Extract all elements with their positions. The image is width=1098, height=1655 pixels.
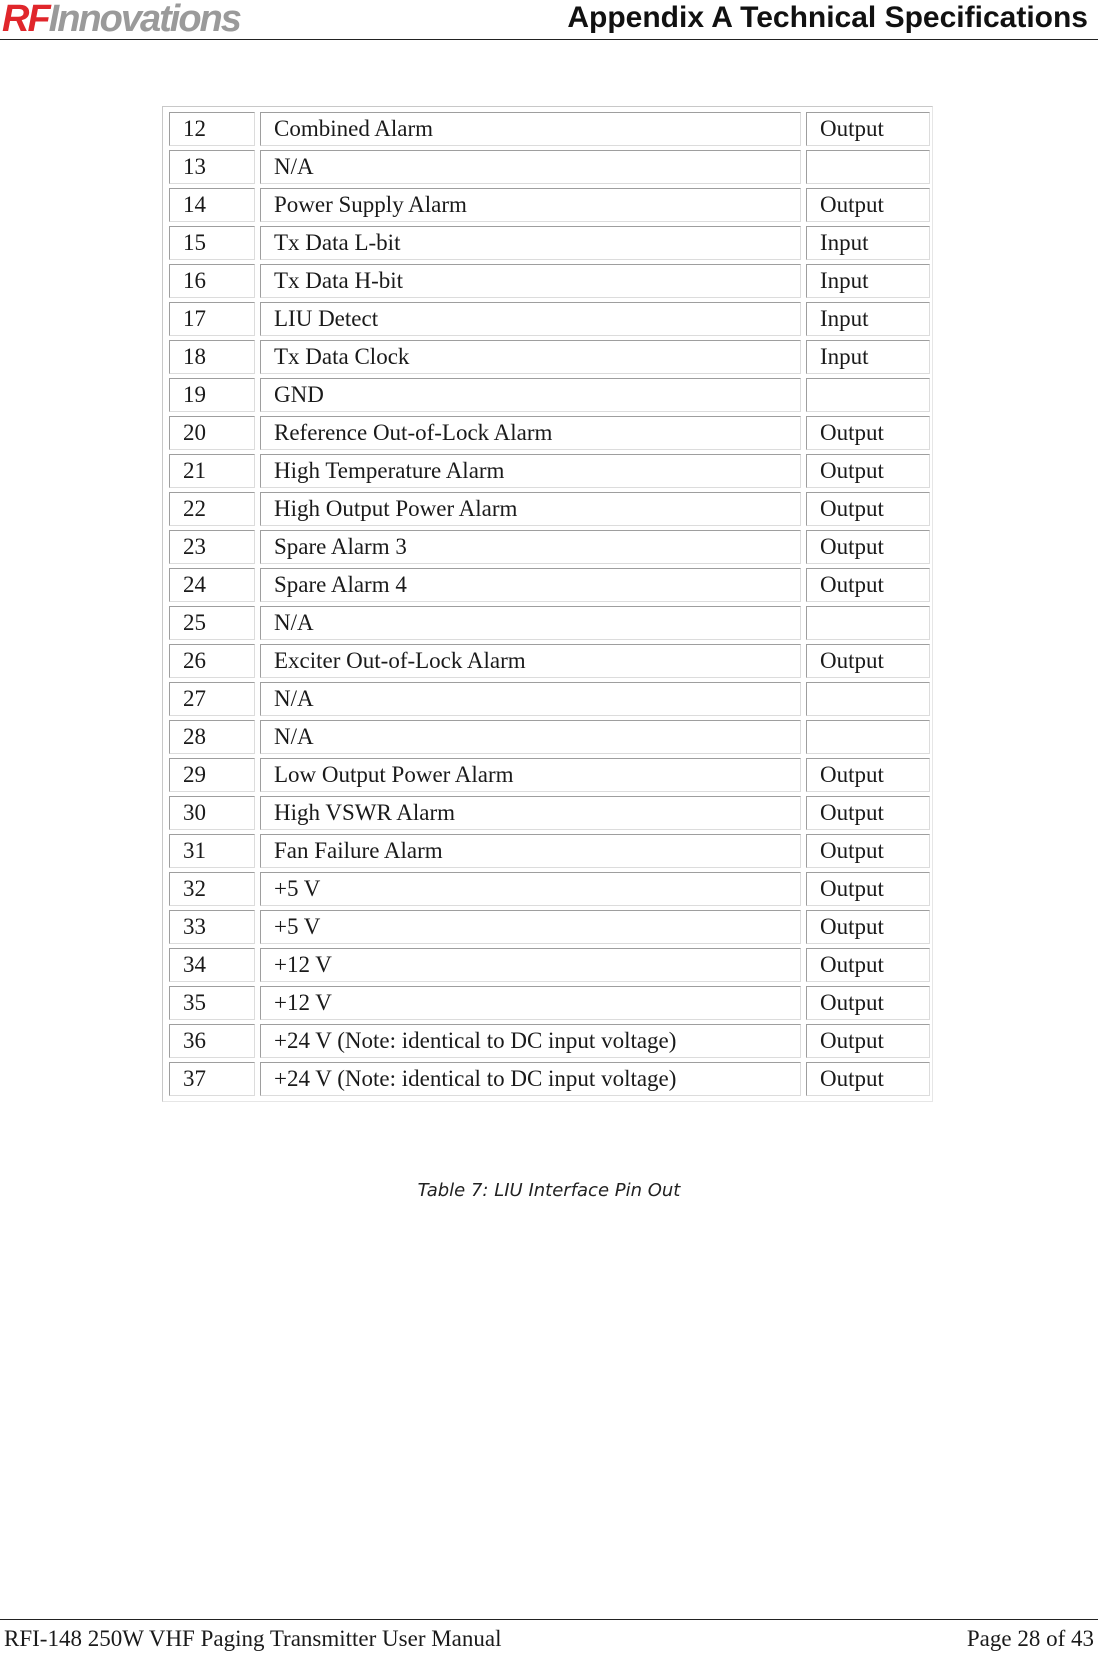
signal-name-cell: Spare Alarm 3 xyxy=(260,530,801,564)
direction-cell xyxy=(806,606,930,640)
direction-cell xyxy=(806,150,930,184)
signal-name-cell: GND xyxy=(260,378,801,412)
signal-name-cell: Tx Data Clock xyxy=(260,340,801,374)
signal-name-cell: N/A xyxy=(260,606,801,640)
pin-number-cell: 18 xyxy=(169,340,255,374)
direction-cell: Output xyxy=(806,188,930,222)
signal-name-cell: +5 V xyxy=(260,910,801,944)
pin-number-cell: 12 xyxy=(169,112,255,146)
direction-cell: Output xyxy=(806,796,930,830)
signal-name-cell: +24 V (Note: identical to DC input voltage) xyxy=(260,1062,801,1096)
direction-cell: Output xyxy=(806,492,930,526)
pin-number-cell: 35 xyxy=(169,986,255,1020)
pin-number-cell: 19 xyxy=(169,378,255,412)
pin-number-cell: 15 xyxy=(169,226,255,260)
table-row xyxy=(169,188,930,222)
table-row xyxy=(169,492,930,526)
table-row xyxy=(169,264,930,298)
pin-number-cell: 22 xyxy=(169,492,255,526)
page-header xyxy=(0,0,1098,40)
signal-name-cell: High Temperature Alarm xyxy=(260,454,801,488)
signal-name-cell: Combined Alarm xyxy=(260,112,801,146)
signal-name-cell: Reference Out-of-Lock Alarm xyxy=(260,416,801,450)
pin-number-cell: 17 xyxy=(169,302,255,336)
table-row xyxy=(169,150,930,184)
table-row xyxy=(169,720,930,754)
direction-cell: Output xyxy=(806,872,930,906)
direction-cell: Output xyxy=(806,1024,930,1058)
pin-number-cell: 21 xyxy=(169,454,255,488)
pin-number-cell: 36 xyxy=(169,1024,255,1058)
pin-number-cell: 25 xyxy=(169,606,255,640)
table-row xyxy=(169,948,930,982)
pin-number-cell: 30 xyxy=(169,796,255,830)
pin-number-cell: 33 xyxy=(169,910,255,944)
table-row xyxy=(169,226,930,260)
signal-name-cell: Fan Failure Alarm xyxy=(260,834,801,868)
table-row xyxy=(169,910,930,944)
direction-cell xyxy=(806,682,930,716)
table-row xyxy=(169,340,930,374)
direction-cell: Input xyxy=(806,302,930,336)
pin-number-cell: 27 xyxy=(169,682,255,716)
pin-number-cell: 16 xyxy=(169,264,255,298)
table-row xyxy=(169,568,930,602)
signal-name-cell: Spare Alarm 4 xyxy=(260,568,801,602)
page-footer xyxy=(0,1619,1098,1655)
table-row xyxy=(169,872,930,906)
pin-number-cell: 31 xyxy=(169,834,255,868)
table-row xyxy=(169,454,930,488)
direction-cell: Input xyxy=(806,340,930,374)
direction-cell: Output xyxy=(806,112,930,146)
direction-cell: Output xyxy=(806,758,930,792)
direction-cell: Output xyxy=(806,454,930,488)
pin-out-table-body xyxy=(169,112,930,1096)
direction-cell: Output xyxy=(806,530,930,564)
signal-name-cell: Power Supply Alarm xyxy=(260,188,801,222)
signal-name-cell: High Output Power Alarm xyxy=(260,492,801,526)
table-row xyxy=(169,416,930,450)
table-row xyxy=(169,378,930,412)
table-caption: Table 7: LIU Interface Pin Out xyxy=(417,1180,681,1201)
signal-name-cell: +12 V xyxy=(260,948,801,982)
section-title: Appendix A Technical Specifications xyxy=(567,1,1088,34)
table-row xyxy=(169,986,930,1020)
signal-name-cell: +12 V xyxy=(260,986,801,1020)
table-row xyxy=(169,530,930,564)
manual-title: RFI-148 250W VHF Paging Transmitter User Manual xyxy=(4,1626,502,1651)
table-row xyxy=(169,644,930,678)
signal-name-cell: Tx Data H-bit xyxy=(260,264,801,298)
signal-name-cell: LIU Detect xyxy=(260,302,801,336)
direction-cell: Output xyxy=(806,568,930,602)
direction-cell xyxy=(806,378,930,412)
signal-name-cell: Exciter Out-of-Lock Alarm xyxy=(260,644,801,678)
direction-cell: Output xyxy=(806,1062,930,1096)
table-row xyxy=(169,1062,930,1096)
logo-rf: RF xyxy=(2,0,49,40)
company-logo xyxy=(2,0,240,38)
pin-out-table-frame xyxy=(162,106,933,1102)
pin-out-table xyxy=(164,108,935,1100)
direction-cell: Output xyxy=(806,416,930,450)
table-row xyxy=(169,112,930,146)
direction-cell: Input xyxy=(806,264,930,298)
table-row xyxy=(169,302,930,336)
pin-number-cell: 20 xyxy=(169,416,255,450)
table-row xyxy=(169,682,930,716)
pin-number-cell: 29 xyxy=(169,758,255,792)
signal-name-cell: N/A xyxy=(260,720,801,754)
pin-number-cell: 37 xyxy=(169,1062,255,1096)
direction-cell: Output xyxy=(806,986,930,1020)
pin-number-cell: 34 xyxy=(169,948,255,982)
page-number: Page 28 of 43 xyxy=(966,1626,1094,1651)
pin-number-cell: 23 xyxy=(169,530,255,564)
pin-number-cell: 32 xyxy=(169,872,255,906)
signal-name-cell: N/A xyxy=(260,150,801,184)
direction-cell: Output xyxy=(806,910,930,944)
pin-number-cell: 24 xyxy=(169,568,255,602)
signal-name-cell: N/A xyxy=(260,682,801,716)
table-row xyxy=(169,796,930,830)
direction-cell: Output xyxy=(806,834,930,868)
direction-cell: Input xyxy=(806,226,930,260)
table-row xyxy=(169,834,930,868)
pin-number-cell: 26 xyxy=(169,644,255,678)
signal-name-cell: Tx Data L-bit xyxy=(260,226,801,260)
table-row xyxy=(169,606,930,640)
signal-name-cell: +5 V xyxy=(260,872,801,906)
pin-number-cell: 28 xyxy=(169,720,255,754)
logo-innovations: Innovations xyxy=(48,0,240,40)
pin-number-cell: 13 xyxy=(169,150,255,184)
pin-number-cell: 14 xyxy=(169,188,255,222)
direction-cell: Output xyxy=(806,948,930,982)
signal-name-cell: +24 V (Note: identical to DC input voltage) xyxy=(260,1024,801,1058)
direction-cell xyxy=(806,720,930,754)
signal-name-cell: Low Output Power Alarm xyxy=(260,758,801,792)
signal-name-cell: High VSWR Alarm xyxy=(260,796,801,830)
table-row xyxy=(169,758,930,792)
table-row xyxy=(169,1024,930,1058)
direction-cell: Output xyxy=(806,644,930,678)
